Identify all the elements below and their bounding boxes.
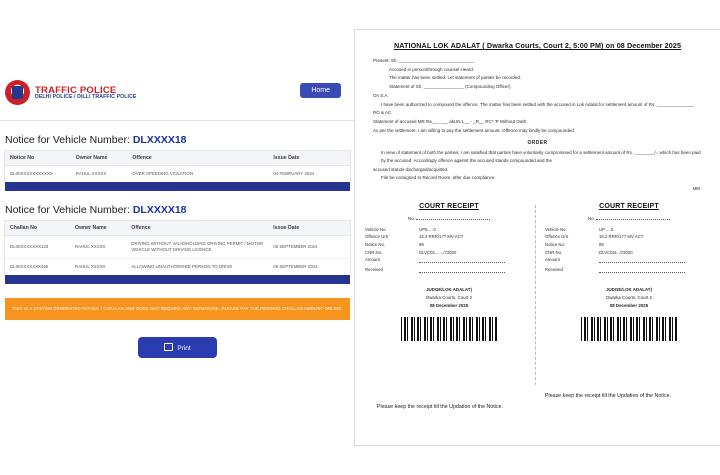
col-owner-name: Owner Name xyxy=(71,151,128,166)
cell-issue-date: 06 SEPTEMBER 2024 xyxy=(268,235,350,258)
order-line-statement-accused: Statement of accused MR Ra___ ___ akUN L__ - _R__ RC* 'P Without Oath: xyxy=(373,119,528,125)
order-line-on-sa: On S.A. xyxy=(373,92,389,98)
order-body xyxy=(373,57,702,193)
field-value: 15.2 RRR/177 MV ACT xyxy=(599,234,644,240)
table-row[interactable] xyxy=(5,258,350,274)
traffic-police-seal-icon xyxy=(5,78,31,108)
field-value: UP ....0 xyxy=(599,226,614,232)
col-challan-no: Challan No xyxy=(5,221,70,236)
field-key: Amount xyxy=(365,257,380,263)
col-offence: Offence xyxy=(127,151,268,166)
field-key: Vehicle No. xyxy=(365,226,387,232)
field-value: 89 xyxy=(419,242,424,248)
order-label: ORDER xyxy=(527,139,548,146)
order-line-settled: The matter has been settled. Let statement of parties be recorded. xyxy=(389,75,522,81)
receipt-no-label: No. xyxy=(587,215,595,221)
receipt-no-blank xyxy=(596,214,670,220)
field-key: Amount xyxy=(545,257,560,263)
receipt-court-name: Dwarka Courts, Court 2 xyxy=(426,295,472,301)
table-footer-strip-1 xyxy=(5,182,350,191)
cell-notice-no: DL00XXXXXXXXXXX xyxy=(10,171,53,176)
footer-notes xyxy=(355,393,720,423)
table-row[interactable] xyxy=(5,166,350,182)
receipts-row xyxy=(355,203,720,393)
barcode-icon xyxy=(581,317,677,341)
order-line-statement-officer: Statement of Sh. ________________ (Compounding Officer) xyxy=(389,84,511,90)
notice-section-title-2 xyxy=(5,204,355,216)
field-value-blank xyxy=(599,266,713,276)
receipt-field-row xyxy=(545,266,713,276)
document-heading: NATIONAL LOK ADALAT ( Dwarka Courts, Court 2, 5:00 PM) on 08 December 2025 xyxy=(393,41,682,50)
receipt-fields-table xyxy=(365,226,533,276)
field-value: 89 xyxy=(599,242,604,248)
field-value: UP5... .0 xyxy=(419,226,436,232)
receipt-number-line xyxy=(365,214,533,221)
receipt-field-row xyxy=(365,233,533,241)
brand-line-1: TRAFFIC POLICE xyxy=(35,84,117,96)
field-key: Vehicle No. xyxy=(545,226,567,232)
receipt-field-row xyxy=(545,241,713,249)
receipt-field-row xyxy=(545,233,713,241)
cell-issue-date: 04 FEBRUARY 2024 xyxy=(273,171,315,176)
col-issue-date: Issue Date xyxy=(268,151,350,166)
challan-portal-panel xyxy=(0,0,355,475)
receipt-field-row xyxy=(365,256,533,266)
receipt-title: COURT RECEIPT xyxy=(419,202,479,210)
judge-signature: MM xyxy=(692,186,700,192)
field-key: CNR No. xyxy=(365,249,383,255)
receipt-field-row xyxy=(365,266,533,276)
col-owner-name: Owner Name xyxy=(70,221,126,236)
print-button[interactable] xyxy=(138,337,216,358)
court-receipt-left xyxy=(365,203,533,389)
cell-notice-no: DL00XXXXXXX123 xyxy=(5,235,70,258)
vehicle-number-2: DLXXXX18 xyxy=(132,203,187,216)
order-body-line-3: File be consigned to Record Room, after due compliance. xyxy=(381,175,496,181)
cell-offence: OVER SPEEDING VIOLATION xyxy=(132,171,194,176)
table-row[interactable] xyxy=(5,235,350,258)
field-key: Offence U/S xyxy=(545,234,569,240)
receipt-court-name: Dwarka Courts, Court 2 xyxy=(606,295,652,301)
cell-offence: DRIVING WITHOUT VALID/HOLDING DRIVING PERMIT / MOTOR VEHICLE WITHOUT DRIVING LICENCE xyxy=(126,235,268,258)
receipt-field-row xyxy=(545,248,713,256)
cell-owner-name: RAHUL XXXXX xyxy=(74,263,106,269)
receipt-title: COURT RECEIPT xyxy=(599,202,659,210)
receipt-field-row xyxy=(365,241,533,249)
receipt-field-row xyxy=(365,248,533,256)
receipt-divider xyxy=(535,205,536,385)
lok-adalat-document-panel xyxy=(355,30,720,445)
order-line-ro-ac: RO & AC xyxy=(373,110,392,116)
notice-table-1 xyxy=(5,151,350,182)
field-key: Offence U/S xyxy=(365,234,389,240)
notice-title-prefix-2: Notice for Vehicle Number: xyxy=(5,203,130,216)
order-line-present: Present: Sh. ______________________________ xyxy=(373,58,475,63)
field-value-blank xyxy=(419,266,533,276)
col-notice-no: Notice No xyxy=(5,151,71,166)
field-key: CNR No. xyxy=(545,249,563,255)
field-value: 15.2 RRR/177 MV ACT xyxy=(419,234,464,240)
field-key: Notice No. xyxy=(545,242,566,248)
notice-section-title-1 xyxy=(5,134,355,146)
notice-title-prefix-1: Notice for Vehicle Number: xyxy=(5,134,130,146)
receipt-court-block xyxy=(365,286,533,310)
cell-owner-name: RAHUL XXXXX xyxy=(75,171,107,176)
field-key: Notice No. xyxy=(365,242,386,248)
receipt-field-row xyxy=(545,256,713,266)
brand-line-2: DELHI POLICE / DILLI TRAFFIC POLICE xyxy=(35,94,137,101)
notice-table-2 xyxy=(5,221,350,275)
table-header-row xyxy=(5,221,350,236)
footer-note-right: Please keep the receipt till the Updation of the Notice. xyxy=(545,392,672,399)
cell-owner-name: RAHUL XXXXX xyxy=(70,235,126,258)
field-value-blank xyxy=(599,256,713,266)
notice-banner xyxy=(5,298,350,320)
receipt-date: 08 December 2025 xyxy=(609,302,649,308)
table-footer-strip-2 xyxy=(5,275,350,284)
notice-banner-text: THIS IS A SYSTEM GENERATED NOTICE / CHALLAN AND DOES NOT REQUIRE ANY SIGNATURE. PLEASE PAY THE PENDING CHALLAN AMOUNT ONLINE. xyxy=(12,306,343,312)
footer-note-left: Please keep the receipt till the Updation of the Notice. xyxy=(377,403,504,410)
cell-offence: ALLOWING UNAUTHORISED PERSON TO DRIVE xyxy=(131,263,233,269)
order-line-accused: Accused in person/through counsel Heard. xyxy=(389,66,475,72)
court-receipt-right xyxy=(545,203,713,389)
order-line-willing-to-pay: As per the settlement, I am willing to pay the settlement amount. Offence may kindly be compounded. xyxy=(373,127,576,133)
cell-issue-date: 06 SEPTEMBER 2024 xyxy=(273,263,318,269)
portal-header xyxy=(0,72,355,121)
cell-notice-no: DL00XXXXXXX456 xyxy=(10,263,49,269)
receipt-court-block xyxy=(545,286,713,310)
receipt-officer: JUDGE/LOK ADALAT) xyxy=(606,287,652,293)
receipt-field-row xyxy=(545,226,713,234)
field-value-blank xyxy=(419,256,533,266)
receipt-field-row xyxy=(365,226,533,234)
order-line-authorized: I have been authorized to compound the offence. The matter has been settled with the accused in Lok Adalat for settlement amount of Rs. _______________ xyxy=(381,101,695,107)
receipt-no-label: No. xyxy=(407,215,415,221)
receipt-no-blank xyxy=(416,214,490,220)
field-value: DLVC02L ./72020 xyxy=(599,249,633,255)
order-body-line-1: In view of statement of both the parties, I am satisfied that parties have voluntarily compromised for a settlement amount of Rs. ________/-, which has been paid by the accused. Accordingly offence against the accused stands compounded and the xyxy=(381,150,701,163)
traffic-police-logo xyxy=(5,78,137,108)
printer-icon xyxy=(164,343,173,351)
order-body-line-2: accused stands discharged/acquitted. xyxy=(373,166,449,172)
receipt-fields-table xyxy=(545,226,713,276)
print-button-label: Print xyxy=(177,344,191,352)
receipt-date: 08 December 2025 xyxy=(429,302,469,308)
field-key: Received xyxy=(545,266,563,272)
vehicle-number-1: DLXXXX18 xyxy=(132,134,187,146)
field-key: Received xyxy=(365,266,383,272)
receipt-number-line xyxy=(545,214,713,221)
receipt-officer: JUDGE/LOK ADALAT) xyxy=(426,287,472,293)
barcode-icon xyxy=(401,317,497,341)
col-offence: Offence xyxy=(126,221,268,236)
table-header-row xyxy=(5,151,350,166)
court-order-document xyxy=(355,30,720,423)
print-toolbar xyxy=(5,337,350,358)
home-button[interactable]: Home xyxy=(300,83,341,98)
col-issue-date: Issue Date xyxy=(268,221,350,236)
field-value: DLVC02......./72020 xyxy=(419,249,457,255)
